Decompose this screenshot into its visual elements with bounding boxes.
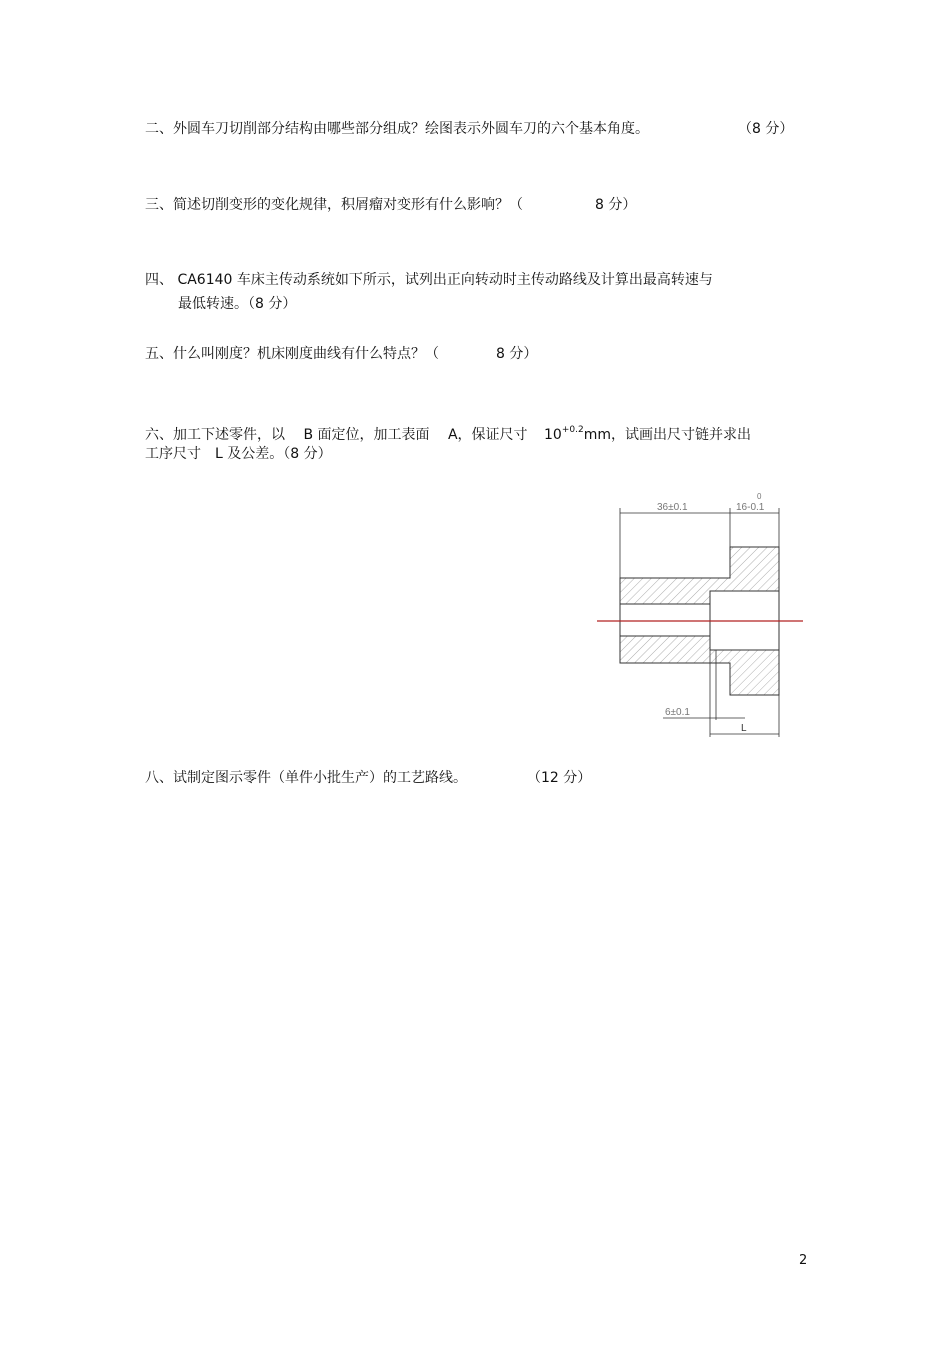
- dim-6: 6±0.1: [665, 707, 690, 718]
- dim-L: L: [741, 723, 747, 734]
- q6-dim-tolerance: +0.2: [561, 425, 584, 435]
- q6-dim-base: 10: [544, 427, 562, 443]
- part-drawing: [595, 490, 810, 745]
- q6-text-d: mm，试画出尺寸链并求出: [583, 427, 751, 443]
- q6-surface-b: B: [303, 427, 314, 443]
- dim-36: 36±0.1: [657, 502, 688, 513]
- question-5-text: 五、什么叫刚度？机床刚度曲线有什么特点？（: [145, 346, 439, 362]
- question-2: [145, 120, 649, 138]
- q6-text-a: 六、加工下述零件，以: [145, 427, 290, 443]
- question-2-points: （8 分）: [738, 121, 794, 137]
- question-6-line2: 工序尺寸 L 及公差。（8 分）: [145, 446, 332, 462]
- dim-16: 16-0.1: [736, 502, 765, 513]
- question-5-points: 8 分）: [496, 346, 538, 362]
- question-5: [145, 345, 439, 363]
- question-4-line2: 最低转速。（8 分）: [178, 296, 297, 312]
- section-lower: [620, 636, 779, 695]
- question-8-points: （12 分）: [527, 770, 592, 786]
- q6-text-c: ，保证尺寸: [457, 427, 532, 443]
- question-3: [145, 196, 523, 214]
- question-6-line1: [145, 421, 751, 444]
- question-2-text: 二、外圆车刀切削部分结构由哪些部分组成？绘图表示外圆车刀的六个基本角度。: [145, 121, 649, 137]
- page-number: 2: [799, 1253, 808, 1268]
- section-upper: [620, 547, 779, 604]
- q6-surface-a: A: [447, 427, 458, 443]
- question-4-line1: 四、 CA6140 车床主传动系统如下所示，试列出正向转动时主传动路线及计算出最高转速与: [145, 272, 713, 288]
- question-3-text: 三、简述切削变形的变化规律，积屑瘤对变形有什么影响？（: [145, 197, 523, 213]
- question-3-points: 8 分）: [595, 197, 637, 213]
- question-8-text: 八、试制定图示零件（单件小批生产）的工艺路线。: [145, 770, 467, 786]
- question-8: [145, 769, 467, 787]
- dim-16-upper: 0: [757, 492, 762, 501]
- q6-text-b: 面定位，加工表面: [313, 427, 434, 443]
